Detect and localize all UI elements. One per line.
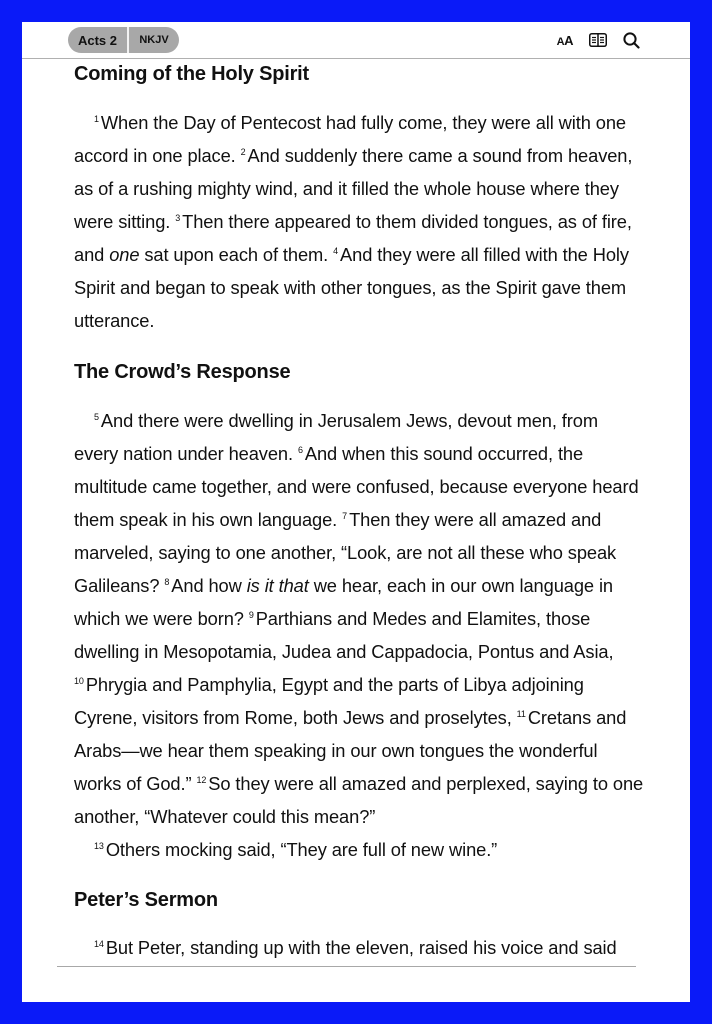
paragraph xyxy=(74,404,644,866)
verse-number: 8 xyxy=(164,577,170,587)
verse-text: Then there appeared to them divided tongues, as of fire, and xyxy=(74,211,632,265)
paragraph xyxy=(74,931,644,964)
verse-number: 3 xyxy=(175,213,181,223)
verse-number: 9 xyxy=(248,610,254,620)
verse-text: Parthians and Medes and Elamites, those dwelling in Mesopotamia, Judea and Cappadocia, Pontus and Asia, xyxy=(74,608,614,662)
book-chapter-button[interactable]: Acts 2 xyxy=(68,27,129,53)
section-heading: Coming of the Holy Spirit xyxy=(74,63,309,85)
verse-text: we hear, each in our own language in which we were born? xyxy=(74,575,613,629)
verse-number: 13 xyxy=(94,841,104,851)
verse-text: Cretans and Arabs—we hear them speaking in our own tongues the wonderful works of God.” xyxy=(74,707,627,794)
verse-text: And they were all filled with the Holy Spirit and began to speak with other tongues, as the Spirit gave them utterance. xyxy=(74,244,629,331)
header-tools xyxy=(557,30,640,50)
verse-number: 7 xyxy=(342,511,348,521)
footer-divider xyxy=(57,966,636,967)
italic-word: one xyxy=(109,244,140,265)
verse-number: 11 xyxy=(516,709,526,719)
verse-number: 10 xyxy=(74,676,84,686)
verse-number: 1 xyxy=(94,114,99,124)
verse-text: When the Day of Pentecost had fully come, they were all with one accord in one place. xyxy=(74,112,626,166)
verse-text: But Peter, standing up with the eleven, raised his voice and said xyxy=(105,937,617,958)
reader-header xyxy=(22,22,690,59)
verse-number: 12 xyxy=(196,775,207,785)
verse-text: And when this sound occurred, the multitude came together, and were confused, because everyone heard them speak in his own language. xyxy=(74,443,639,530)
verse-text: And there were dwelling in Jerusalem Jews, devout men, from every nation under heaven. xyxy=(74,410,598,464)
reader-panel xyxy=(22,22,690,1002)
section-heading: Peter’s Sermon xyxy=(74,889,218,911)
verse-text: Phrygia and Pamphylia, Egypt and the parts of Libya adjoining Cyrene, visitors from Rome, both Jews and proselytes, xyxy=(74,674,584,728)
search-button[interactable] xyxy=(623,32,640,49)
search-icon xyxy=(623,32,640,49)
verse-text: So they were all amazed and perplexed, saying to one another, “Whatever could this mean?” xyxy=(74,773,644,827)
verse-number: 14 xyxy=(94,939,104,949)
verse-number: 2 xyxy=(240,147,246,157)
verse-number: 4 xyxy=(333,246,339,256)
paragraph xyxy=(74,106,644,337)
verse-text: Then they were all amazed and marveled, saying to one another, “Look, are not all these who speak Galileans? xyxy=(74,509,617,596)
passage-selector xyxy=(68,27,179,53)
text-size-icon: AA xyxy=(556,32,573,48)
text-size-button[interactable] xyxy=(557,33,573,48)
verse-text: And suddenly there came a sound from heaven, as of a rushing mighty wind, and it filled the whole house where they were sitting. xyxy=(74,145,633,232)
verse-text: sat upon each of them. xyxy=(139,244,334,265)
section-heading: The Crowd’s Response xyxy=(74,361,291,383)
book-columns-icon xyxy=(589,33,607,47)
verse-text: And how xyxy=(171,575,247,596)
verse-text: Others mocking said, “They are full of new wine.” xyxy=(105,839,498,860)
verse-number: 5 xyxy=(94,412,99,422)
italic-words: is it that xyxy=(246,575,309,596)
version-button[interactable]: NKJV xyxy=(139,34,169,46)
parallel-view-button[interactable] xyxy=(589,33,607,47)
verse-number: 6 xyxy=(297,445,303,455)
